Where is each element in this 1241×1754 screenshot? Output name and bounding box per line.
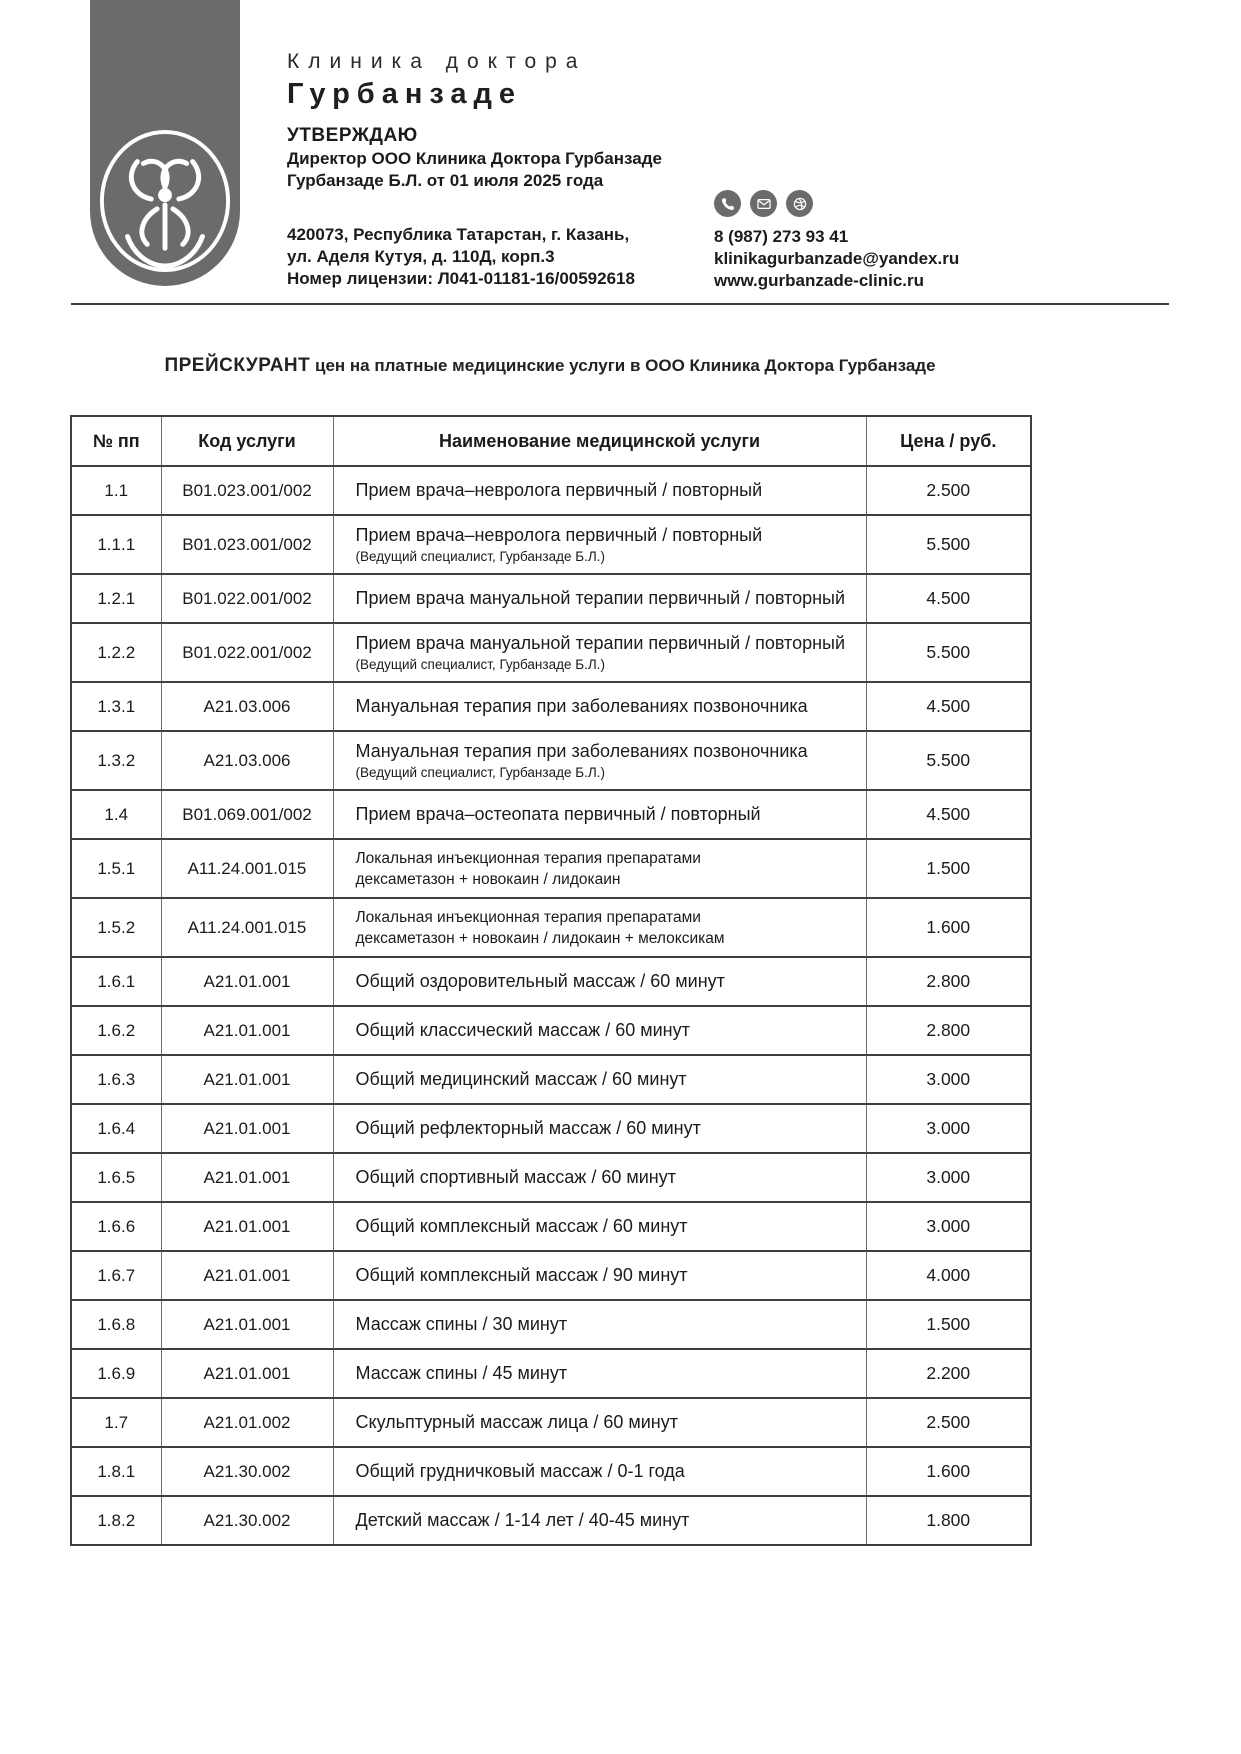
email-address: klinikagurbanzade@yandex.ru (714, 249, 960, 268)
service-name: Прием врача мануальной терапии первичный / повторный (355, 588, 846, 608)
service-code-cell: A21.01.001 (161, 1251, 333, 1300)
service-name-cell (333, 515, 866, 574)
address-line-1: 420073, Республика Татарстан, г. Казань, (287, 225, 630, 244)
header-divider (71, 303, 1169, 305)
service-name: Прием врача–остеопата первичный / повторный (355, 804, 761, 824)
table-row (71, 1447, 1031, 1496)
service-code-cell: A21.01.001 (161, 1006, 333, 1055)
service-code-cell: A21.01.001 (161, 1202, 333, 1251)
price-cell: 2.800 (866, 1006, 1031, 1055)
service-subtext: дексаметазон + новокаин / лидокаин (355, 870, 621, 888)
service-name-cell (333, 731, 866, 790)
header-cell-price: Цена / руб. (866, 416, 1031, 466)
service-code-cell: A11.24.001.015 (161, 898, 333, 957)
table-row (71, 839, 1031, 898)
service-code-cell: A21.01.001 (161, 957, 333, 1006)
service-name-cell (333, 466, 866, 515)
price-cell: 3.000 (866, 1055, 1031, 1104)
price-table-header (71, 416, 1031, 466)
service-name-cell (333, 957, 866, 1006)
clinic-logo-icon (96, 124, 234, 276)
service-name: Прием врача мануальной терапии первичный / повторный (355, 633, 846, 653)
row-number-cell: 1.4 (71, 790, 161, 839)
row-number-cell: 1.2.1 (71, 574, 161, 623)
row-number-cell: 1.1.1 (71, 515, 161, 574)
contact-lines (714, 226, 959, 292)
brand-text (287, 50, 586, 111)
row-number-cell: 1.3.1 (71, 682, 161, 731)
table-row (71, 957, 1031, 1006)
table-row (71, 1349, 1031, 1398)
price-cell: 1.500 (866, 839, 1031, 898)
service-name-cell (333, 1006, 866, 1055)
service-name-cell (333, 1398, 866, 1447)
price-cell: 1.800 (866, 1496, 1031, 1545)
price-cell: 3.000 (866, 1104, 1031, 1153)
website-url: www.gurbanzade-clinic.ru (714, 271, 925, 290)
price-cell: 4.000 (866, 1251, 1031, 1300)
approval-heading: УТВЕРЖДАЮ (287, 125, 418, 146)
service-name: Общий медицинский массаж / 60 минут (355, 1069, 687, 1089)
service-subtext: (Ведущий специалист, Гурбанзаде Б.Л.) (355, 765, 605, 780)
service-name: Общий классический массаж / 60 минут (355, 1020, 690, 1040)
service-name: Прием врача–невролога первичный / повторный (355, 525, 763, 545)
service-code-cell: B01.069.001/002 (161, 790, 333, 839)
price-cell: 3.000 (866, 1153, 1031, 1202)
table-row (71, 574, 1031, 623)
header-row (71, 416, 1031, 466)
document-title (70, 355, 1030, 377)
row-number-cell: 1.6.1 (71, 957, 161, 1006)
header-cell-num: № пп (71, 416, 161, 466)
table-row (71, 1153, 1031, 1202)
service-code-cell: B01.023.001/002 (161, 515, 333, 574)
service-name: Массаж спины / 45 минут (355, 1363, 568, 1383)
service-name: Общий комплексный массаж / 60 минут (355, 1216, 688, 1236)
service-name-cell (333, 1447, 866, 1496)
email-icon (750, 190, 777, 217)
service-name: Прием врача–невролога первичный / повторный (355, 480, 763, 500)
brand-name-top: Клиника доктора (287, 50, 587, 73)
price-table (70, 415, 1032, 1546)
price-cell: 1.600 (866, 898, 1031, 957)
price-cell: 5.500 (866, 731, 1031, 790)
price-table-body (71, 466, 1031, 1545)
service-name-cell (333, 1300, 866, 1349)
service-name-cell (333, 1055, 866, 1104)
price-cell: 2.500 (866, 466, 1031, 515)
row-number-cell: 1.6.5 (71, 1153, 161, 1202)
price-cell: 3.000 (866, 1202, 1031, 1251)
service-code-cell: A21.01.001 (161, 1300, 333, 1349)
service-code-cell: A21.01.002 (161, 1398, 333, 1447)
price-cell: 2.800 (866, 957, 1031, 1006)
service-code-cell: A21.30.002 (161, 1447, 333, 1496)
service-code-cell: A21.01.001 (161, 1104, 333, 1153)
service-name-cell (333, 1349, 866, 1398)
row-number-cell: 1.6.2 (71, 1006, 161, 1055)
service-code-cell: A11.24.001.015 (161, 839, 333, 898)
service-code-cell: A21.01.001 (161, 1349, 333, 1398)
price-cell: 5.500 (866, 623, 1031, 682)
license-number-line: Номер лицензии: Л041-01181-16/00592618 (287, 269, 635, 288)
service-code-cell: B01.022.001/002 (161, 623, 333, 682)
price-cell: 4.500 (866, 682, 1031, 731)
service-name-cell (333, 574, 866, 623)
service-name-cell (333, 898, 866, 957)
service-subtext: (Ведущий специалист, Гурбанзаде Б.Л.) (355, 549, 605, 564)
table-row (71, 790, 1031, 839)
row-number-cell: 1.6.8 (71, 1300, 161, 1349)
service-name-cell (333, 1202, 866, 1251)
website-icon (786, 190, 813, 217)
service-code-cell: B01.022.001/002 (161, 574, 333, 623)
brand-name-bottom: Гурбанзаде (287, 78, 523, 110)
row-number-cell: 1.5.1 (71, 839, 161, 898)
service-name-cell (333, 623, 866, 682)
price-cell: 1.500 (866, 1300, 1031, 1349)
service-code-cell: A21.03.006 (161, 731, 333, 790)
document-title-rest: цен на платные медицинские услуги в ООО Клиника Доктора Гурбанзаде (310, 356, 936, 375)
address-line-2: ул. Аделя Кутуя, д. 110Д, корп.3 (287, 247, 555, 266)
price-cell: 1.600 (866, 1447, 1031, 1496)
table-row (71, 731, 1031, 790)
contacts-block (714, 190, 959, 292)
row-number-cell: 1.7 (71, 1398, 161, 1447)
service-name: Детский массаж / 1-14 лет / 40-45 минут (355, 1510, 690, 1530)
price-cell: 5.500 (866, 515, 1031, 574)
price-cell: 2.200 (866, 1349, 1031, 1398)
table-row (71, 1104, 1031, 1153)
row-number-cell: 1.6.3 (71, 1055, 161, 1104)
table-row (71, 1202, 1031, 1251)
brand-tab (90, 0, 240, 286)
phone-icon (714, 190, 741, 217)
table-row (71, 466, 1031, 515)
row-number-cell: 1.1 (71, 466, 161, 515)
service-name-cell (333, 1153, 866, 1202)
price-cell: 4.500 (866, 574, 1031, 623)
document-title-emphasis: ПРЕЙСКУРАНТ (164, 355, 311, 376)
row-number-cell: 1.2.2 (71, 623, 161, 682)
row-number-cell: 1.8.2 (71, 1496, 161, 1545)
table-row (71, 1251, 1031, 1300)
table-row (71, 1398, 1031, 1447)
address-block (287, 224, 635, 290)
service-name-cell (333, 1496, 866, 1545)
row-number-cell: 1.6.4 (71, 1104, 161, 1153)
service-subtext: (Ведущий специалист, Гурбанзаде Б.Л.) (355, 657, 605, 672)
row-number-cell: 1.6.7 (71, 1251, 161, 1300)
approval-director-line: Директор ООО Клиника Доктора Гурбанзаде (287, 149, 662, 168)
service-name-cell (333, 682, 866, 731)
service-name-cell (333, 839, 866, 898)
service-name: Мануальная терапия при заболеваниях позвоночника (355, 741, 808, 761)
table-row (71, 898, 1031, 957)
table-row (71, 682, 1031, 731)
service-name: Общий рефлекторный массаж / 60 минут (355, 1118, 701, 1138)
service-code-cell: A21.01.001 (161, 1153, 333, 1202)
row-number-cell: 1.8.1 (71, 1447, 161, 1496)
table-row (71, 1300, 1031, 1349)
service-name: Скульптурный массаж лица / 60 минут (355, 1412, 678, 1432)
row-number-cell: 1.5.2 (71, 898, 161, 957)
service-name: Локальная инъекционная терапия препаратами (355, 908, 701, 926)
approval-date-line: Гурбанзаде Б.Л. от 01 июля 2025 года (287, 171, 604, 190)
table-row (71, 1496, 1031, 1545)
header-cell-name: Наименование медицинской услуги (333, 416, 866, 466)
price-cell: 4.500 (866, 790, 1031, 839)
service-name-cell (333, 1104, 866, 1153)
phone-number: 8 (987) 273 93 41 (714, 227, 849, 246)
table-row (71, 515, 1031, 574)
service-code-cell: A21.03.006 (161, 682, 333, 731)
table-row (71, 1055, 1031, 1104)
service-code-cell: B01.023.001/002 (161, 466, 333, 515)
service-name: Общий грудничковый массаж / 0-1 года (355, 1461, 685, 1481)
price-cell: 2.500 (866, 1398, 1031, 1447)
service-code-cell: A21.01.001 (161, 1055, 333, 1104)
service-subtext: дексаметазон + новокаин / лидокаин + мелоксикам (355, 929, 725, 947)
service-name: Локальная инъекционная терапия препаратами (355, 849, 701, 867)
row-number-cell: 1.3.2 (71, 731, 161, 790)
contact-icons (714, 190, 959, 217)
service-name: Общий комплексный массаж / 90 минут (355, 1265, 688, 1285)
table-row (71, 623, 1031, 682)
service-name-cell (333, 1251, 866, 1300)
table-row (71, 1006, 1031, 1055)
row-number-cell: 1.6.9 (71, 1349, 161, 1398)
service-name: Общий спортивный массаж / 60 минут (355, 1167, 676, 1187)
approval-block (287, 124, 662, 192)
row-number-cell: 1.6.6 (71, 1202, 161, 1251)
header-cell-code: Код услуги (161, 416, 333, 466)
service-code-cell: A21.30.002 (161, 1496, 333, 1545)
service-name: Массаж спины / 30 минут (355, 1314, 568, 1334)
service-name: Мануальная терапия при заболеваниях позвоночника (355, 696, 808, 716)
service-name: Общий оздоровительный массаж / 60 минут (355, 971, 725, 991)
service-name-cell (333, 790, 866, 839)
